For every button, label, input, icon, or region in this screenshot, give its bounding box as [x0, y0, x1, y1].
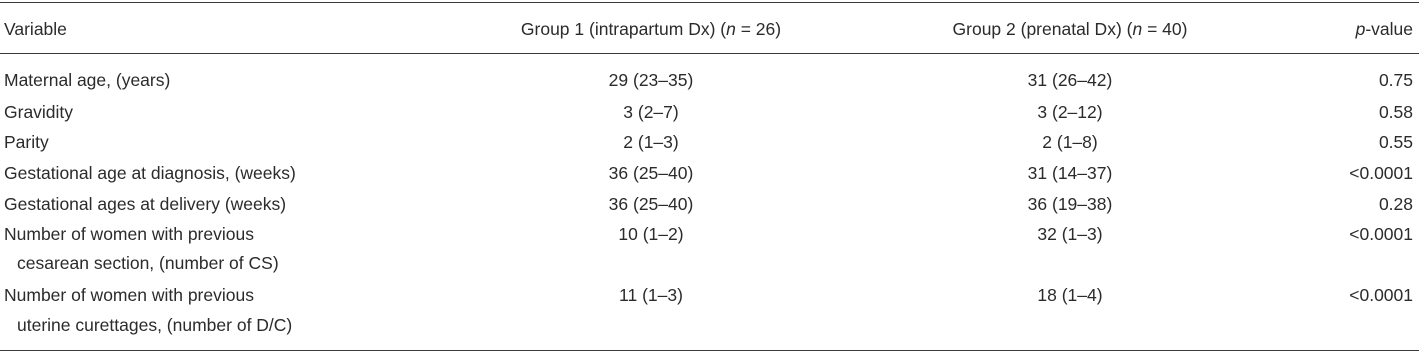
row-variable: Gravidity	[4, 102, 74, 122]
row-variable-continued: uterine curettages, (number of D/C)	[17, 315, 293, 335]
row-pvalue: <0.0001	[1349, 163, 1413, 183]
row-pvalue: 0.28	[1378, 194, 1413, 214]
header-pvalue-italic: p	[1355, 19, 1366, 39]
row-group1-value: 10 (1–2)	[618, 224, 684, 244]
row-group1-value: 29 (23–35)	[608, 70, 694, 90]
header-group1	[446, 17, 856, 41]
header-group2-suffix: = 40)	[1142, 19, 1188, 39]
row-variable: Parity	[4, 132, 49, 152]
row-group1-value: 2 (1–3)	[623, 132, 679, 152]
row-group1-value: 36 (25–40)	[608, 194, 694, 214]
header-group2-prefix: Group 2 (prenatal Dx) (	[952, 19, 1133, 39]
row-pvalue: <0.0001	[1349, 285, 1413, 305]
header-group1-n: n	[726, 19, 736, 39]
row-group1-value: 11 (1–3)	[619, 285, 683, 305]
header-group1-prefix: Group 1 (intrapartum Dx) (	[520, 19, 727, 39]
row-pvalue: <0.0001	[1349, 224, 1413, 244]
header-rule	[0, 53, 1419, 54]
header-group2	[880, 17, 1260, 41]
row-group1-value: 3 (2–7)	[623, 102, 679, 122]
row-variable-continued: cesarean section, (number of CS)	[17, 253, 279, 273]
header-group1-suffix: = 26)	[735, 19, 782, 39]
row-variable: Gestational age at diagnosis, (weeks)	[4, 163, 296, 183]
row-group2-value: 2 (1–8)	[1042, 132, 1098, 152]
header-pvalue-rest: -value	[1365, 19, 1413, 39]
top-rule	[0, 2, 1419, 3]
row-variable: Gestational ages at delivery (weeks)	[4, 194, 287, 214]
header-group2-n: n	[1132, 19, 1143, 39]
bottom-rule	[0, 350, 1419, 351]
row-group1-value: 36 (25–40)	[608, 163, 694, 183]
row-group2-value: 31 (26–42)	[1027, 70, 1113, 90]
row-variable: Number of women with previous	[4, 285, 254, 305]
row-variable: Number of women with previous	[4, 224, 254, 244]
row-group2-value: 36 (19–38)	[1027, 194, 1113, 214]
row-group2-value: 18 (1–4)	[1037, 285, 1103, 305]
row-group2-value: 3 (2–12)	[1037, 102, 1103, 122]
row-group2-value: 32 (1–3)	[1037, 224, 1103, 244]
row-variable: Maternal age, (years)	[4, 70, 171, 90]
row-pvalue: 0.55	[1378, 132, 1413, 152]
row-pvalue: 0.75	[1378, 70, 1413, 90]
header-pvalue	[1253, 17, 1413, 41]
header-variable: Variable	[4, 19, 67, 39]
row-group2-value: 31 (14–37)	[1027, 163, 1113, 183]
row-pvalue: 0.58	[1378, 102, 1413, 122]
